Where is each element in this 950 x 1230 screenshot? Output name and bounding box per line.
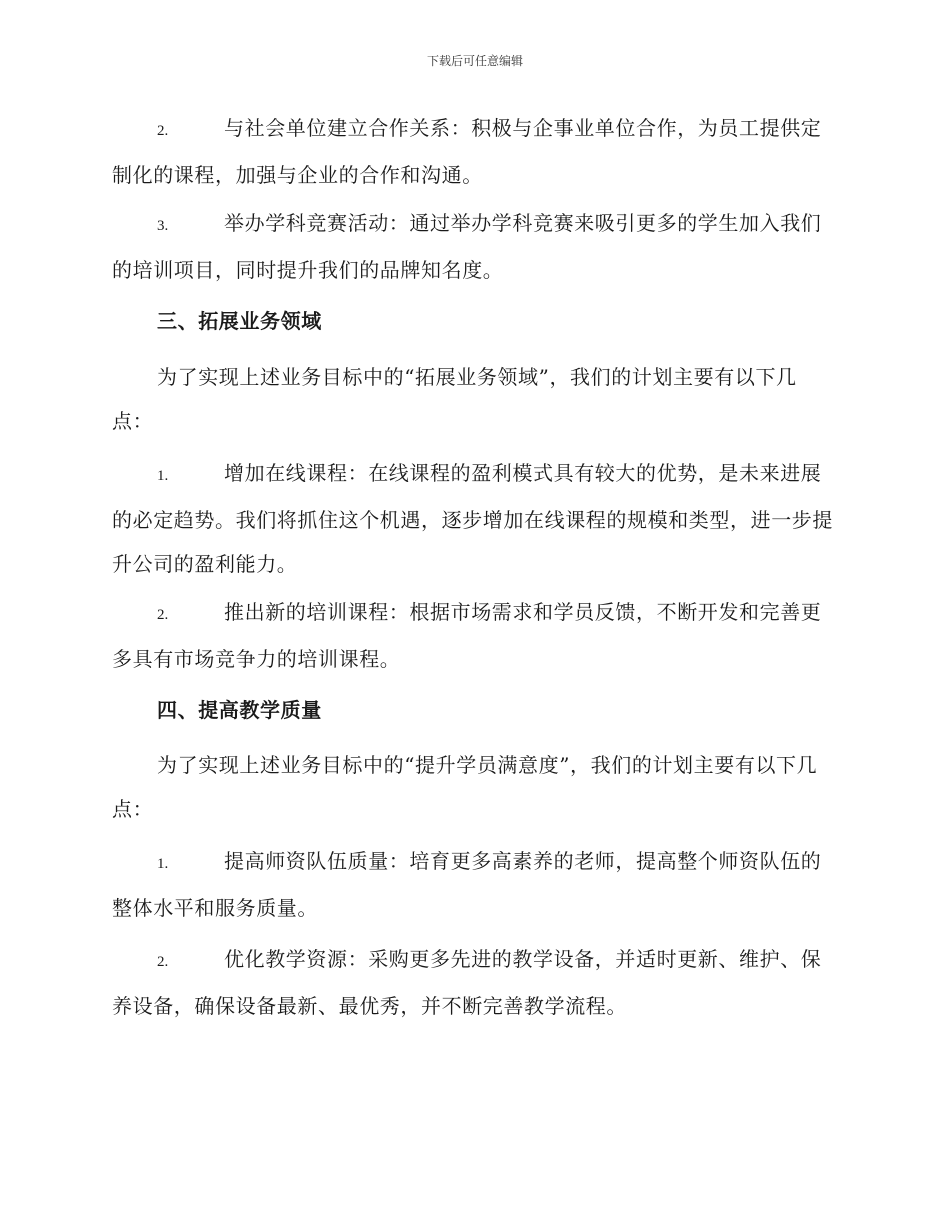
section-heading-expand: 三、拓展业务领域 — [157, 309, 322, 333]
section-intro-quality: 为了实现上述业务目标中的“提升学员满意度”，我们的计划主要有以下几点： — [112, 753, 818, 821]
list-item-partnership — [112, 106, 834, 197]
list-item-text: 提高师资队伍质量：培育更多高素养的老师，提高整个师资队伍的整体水平和服务质量。 — [112, 849, 822, 920]
list-number: 2. — [157, 123, 169, 139]
list-item-competition — [112, 201, 834, 292]
list-number: 1. — [157, 468, 169, 484]
list-item-text: 推出新的培训课程：根据市场需求和学员反馈，不断开发和完善更多具有市场竞争力的培训课程。 — [112, 600, 822, 671]
list-item-resources — [112, 937, 834, 1028]
list-number: 2. — [157, 954, 169, 970]
page-header: 下载后可任意编辑 — [426, 54, 523, 68]
list-item-online-courses — [112, 451, 834, 586]
list-item-new-training — [112, 590, 834, 681]
list-item-teachers — [112, 839, 834, 930]
section-intro-expand: 为了实现上述业务目标中的“拓展业务领域”，我们的计划主要有以下几点： — [112, 365, 797, 433]
list-item-text: 优化教学资源：采购更多先进的教学设备，并适时更新、维护、保养设备，确保设备最新、最优秀，并不断完善教学流程。 — [112, 947, 822, 1018]
list-item-text: 举办学科竞赛活动：通过举办学科竞赛来吸引更多的学生加入我们的培训项目，同时提升我们的品牌知名度。 — [112, 211, 822, 282]
list-number: 3. — [157, 218, 169, 234]
list-item-text: 与社会单位建立合作关系：积极与企事业单位合作，为员工提供定制化的课程，加强与企业的合作和沟通。 — [112, 116, 822, 187]
list-number: 1. — [157, 856, 169, 872]
section-heading-quality: 四、提高教学质量 — [157, 698, 322, 722]
list-item-text: 增加在线课程：在线课程的盈利模式具有较大的优势，是未来进展的必定趋势。我们将抓住这个机遇，逐步增加在线课程的规模和类型，进一步提升公司的盈利能力。 — [112, 461, 833, 576]
list-number: 2. — [157, 607, 169, 623]
